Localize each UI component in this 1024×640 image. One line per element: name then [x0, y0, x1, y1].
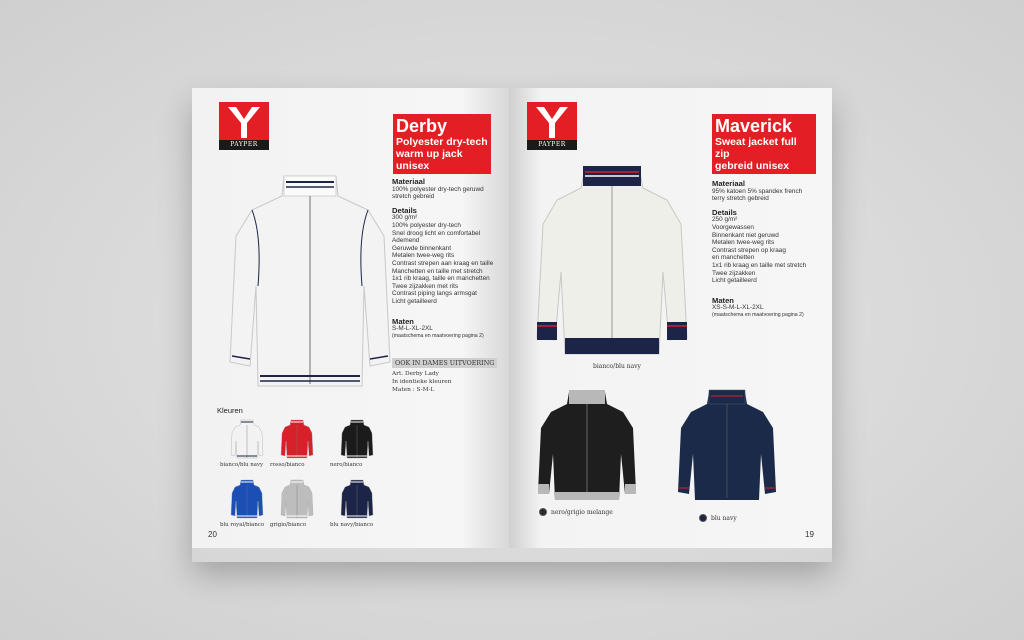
left-page: [192, 88, 509, 548]
swatch-black: [539, 508, 547, 516]
details-heading: Details: [712, 207, 737, 217]
details-heading: Details: [392, 205, 417, 215]
page-number-right: 19: [805, 530, 814, 539]
dames-box: [392, 358, 497, 394]
page-number-left: 20: [208, 530, 217, 539]
maten-heading: Maten: [392, 316, 414, 326]
details-line: Metalen twee-weg rits: [392, 252, 455, 260]
color-variant-label: grigio/bianco: [270, 522, 307, 528]
caption-black: nero/grigio melange: [551, 509, 613, 516]
product-subtitle-1: Polyester dry-tech: [396, 136, 488, 148]
main-caption: bianco/blu navy: [593, 363, 641, 370]
details-line: Snel droog licht en comfortabel: [392, 229, 481, 237]
color-variant-label: bianco/blu navy: [220, 462, 264, 468]
dames-banner: OOK IN DAMES UITVOERING: [392, 358, 497, 368]
materiaal-line-1: 95% katoen 5% spandex french: [712, 187, 803, 195]
derby-main-jacket-image: [228, 166, 392, 398]
details-line: 1x1 rib kraag en taille met stretch: [712, 261, 807, 269]
details-line: 250 g/m²: [712, 216, 738, 224]
maten-note: (maatschema en maatvoering pagina 2): [392, 332, 484, 339]
payper-logo: [527, 102, 577, 150]
details-line: Voorgewassen: [712, 223, 754, 231]
maten-value: S-M-L-XL-2XL: [392, 325, 433, 333]
caption-navy: blu navy: [711, 515, 737, 522]
payper-logo-icon: [534, 105, 570, 139]
swatch-navy: [699, 514, 707, 522]
details-line: Contrast piping langs armsgat: [392, 290, 477, 298]
color-variant-jacket: [340, 418, 374, 460]
details-line: Licht getailleerd: [392, 297, 437, 305]
product-title: Maverick: [715, 116, 793, 136]
details-line: 100% polyester dry-tech: [392, 221, 461, 229]
details-line: Licht getailleerd: [712, 277, 757, 285]
color-variant-jacket: [230, 418, 264, 460]
details-line: Contrast strepen op kraag: [712, 246, 786, 254]
product-subtitle-2: gebreid unisex: [715, 160, 790, 172]
materiaal-line-2: terry stretch gebreid: [712, 195, 769, 203]
details-line: Manchetten en taille met stretch: [392, 267, 483, 275]
dames-line-1: Art. Derby Lady: [392, 371, 439, 377]
maverick-specs: [712, 180, 824, 320]
details-line: Geruwde binnenkant: [392, 244, 451, 252]
dames-line-3: Maten : S-M-L: [392, 387, 435, 393]
dames-line-2: In identieke kleuren: [392, 379, 452, 385]
payper-wordmark: PAYPER: [527, 140, 577, 150]
details-line: Twee zijzakken: [712, 269, 756, 277]
details-line: 300 g/m²: [392, 214, 418, 222]
materiaal-heading: Materiaal: [712, 179, 745, 188]
maverick-black-jacket-image: [537, 388, 637, 506]
maten-heading: Maten: [712, 295, 734, 305]
maten-note: (maatschema en maatvoering pagina 2): [712, 311, 804, 318]
details-line: Twee zijzakken met rits: [392, 282, 459, 290]
details-line: Ademend: [392, 237, 420, 245]
color-variant-jacket: [280, 478, 314, 520]
color-variant-label: rosso/bianco: [270, 462, 305, 468]
payper-logo-icon: [226, 105, 262, 139]
materiaal-line-2: stretch gebreid: [392, 193, 435, 201]
product-subtitle-1: Sweat jacket full zip: [715, 136, 797, 160]
details-line: 1x1 rib kraag, taille en manchetten: [392, 275, 490, 283]
payper-wordmark: PAYPER: [219, 140, 269, 150]
details-line: Contrast strepen aan kraag en taille: [392, 259, 494, 267]
color-variant-jacket: [230, 478, 264, 520]
product-subtitle-2: warm up jack unisex: [396, 148, 463, 172]
product-title-box: [393, 114, 491, 174]
right-page: [509, 88, 832, 548]
kleuren-heading: Kleuren: [217, 406, 243, 415]
details-line: Metalen twee-weg rits: [712, 239, 775, 247]
details-line: Binnenkant niet geruwd: [712, 231, 779, 239]
color-variant-label: blu royal/bianco: [220, 522, 265, 528]
materiaal-line-1: 100% polyester dry-tech geruwd: [392, 185, 484, 193]
payper-logo: [219, 102, 269, 150]
product-title-box: [712, 114, 816, 174]
details-line: en manchetten: [712, 254, 755, 262]
maverick-main-jacket-image: [535, 162, 689, 362]
color-variant-jacket: [340, 478, 374, 520]
maten-value: XS-S-M-L-XL-2XL: [712, 304, 764, 312]
color-variant-jacket: [280, 418, 314, 460]
derby-specs: [392, 178, 502, 340]
materiaal-heading: Materiaal: [392, 177, 425, 186]
product-title: Derby: [396, 116, 448, 136]
color-variant-label: nero/bianco: [330, 462, 363, 468]
maverick-navy-jacket-image: [677, 388, 777, 506]
color-variant-label: blu navy/bianco: [330, 522, 374, 528]
